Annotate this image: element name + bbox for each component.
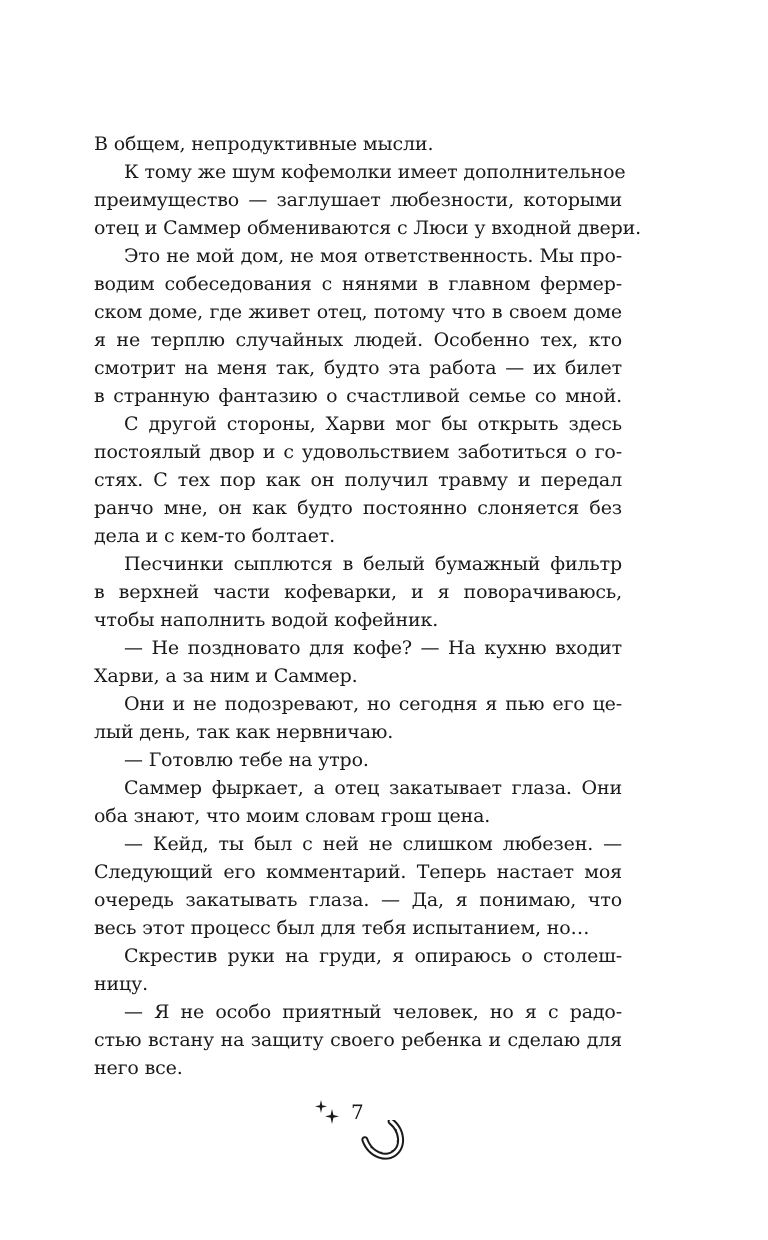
text-line: стях. С тех пор как он получил травму и передал	[94, 469, 622, 491]
text-line: — Готовлю тебе на утро.	[124, 749, 369, 771]
text-line: ницу.	[94, 973, 149, 995]
text-line: отец и Саммер обмениваются с Люси у входной двери.	[94, 217, 641, 239]
text-line: ранчо мне, он как будто постоянно слоняется без	[94, 497, 622, 519]
page-number: 7	[351, 1100, 364, 1124]
text-line: в странную фантазию о счастливой семье со мной.	[94, 385, 622, 407]
text-line: него все.	[94, 1057, 183, 1079]
text-line: я не терплю случайных людей. Особенно тех, кто	[94, 329, 622, 351]
text-line: дела и с кем-то болтает.	[94, 525, 336, 547]
text-line: стью встану на защиту своего ребенка и сделаю для	[94, 1029, 622, 1051]
text-line: В общем, непродуктивные мысли.	[94, 133, 434, 155]
text-line: Скрестив руки на груди, я опираюсь о столеш-	[124, 945, 622, 967]
text-line: — Я не особо приятный человек, но я с радо-	[124, 1001, 622, 1023]
text-line: постоялый двор и с удовольствием заботиться о го-	[94, 441, 622, 463]
text-line: — Кейд, ты был с ней не слишком любезен. —	[124, 833, 622, 855]
horseshoe-icon	[360, 1120, 412, 1162]
text-line: — Не поздновато для кофе? — На кухню входит	[124, 637, 622, 659]
text-line: Харви, а за ним и Саммер.	[94, 665, 358, 687]
text-line: ском доме, где живет отец, потому что в своем доме	[94, 301, 622, 323]
text-line: смотрит на меня так, будто эта работа — их билет	[94, 357, 622, 379]
body-text	[94, 130, 641, 1082]
sparkle-stars-icon	[313, 1098, 343, 1124]
text-line: чтобы наполнить водой кофейник.	[94, 609, 439, 631]
text-line: Песчинки сыплются в белый бумажный фильтр	[124, 553, 622, 575]
page-footer	[0, 1094, 768, 1164]
text-line: оба знают, что моим словам грош цена.	[94, 805, 491, 827]
text-line: К тому же шум кофемолки имеет дополнительное	[124, 161, 626, 183]
text-line: Это не мой дом, не моя ответственность. Мы про-	[124, 245, 622, 267]
text-line: Они и не подозревают, но сегодня я пью его це-	[124, 693, 622, 715]
text-line: в верхней части кофеварки, и я поворачиваюсь,	[94, 581, 622, 603]
text-line: преимущество — заглушает любезности, которыми	[94, 189, 622, 211]
text-line: С другой стороны, Харви мог бы открыть здесь	[124, 413, 622, 435]
text-line: водим собеседования с нянями в главном фермер-	[94, 273, 622, 295]
text-line: Следующий его комментарий. Теперь настает моя	[94, 861, 622, 883]
text-line: весь этот процесс был для тебя испытанием, но…	[94, 917, 590, 939]
text-line: лый день, так как нервничаю.	[94, 721, 394, 743]
text-line: Саммер фыркает, а отец закатывает глаза. Они	[124, 777, 622, 799]
text-line: очередь закатывать глаза. — Да, я понимаю, что	[94, 889, 622, 911]
